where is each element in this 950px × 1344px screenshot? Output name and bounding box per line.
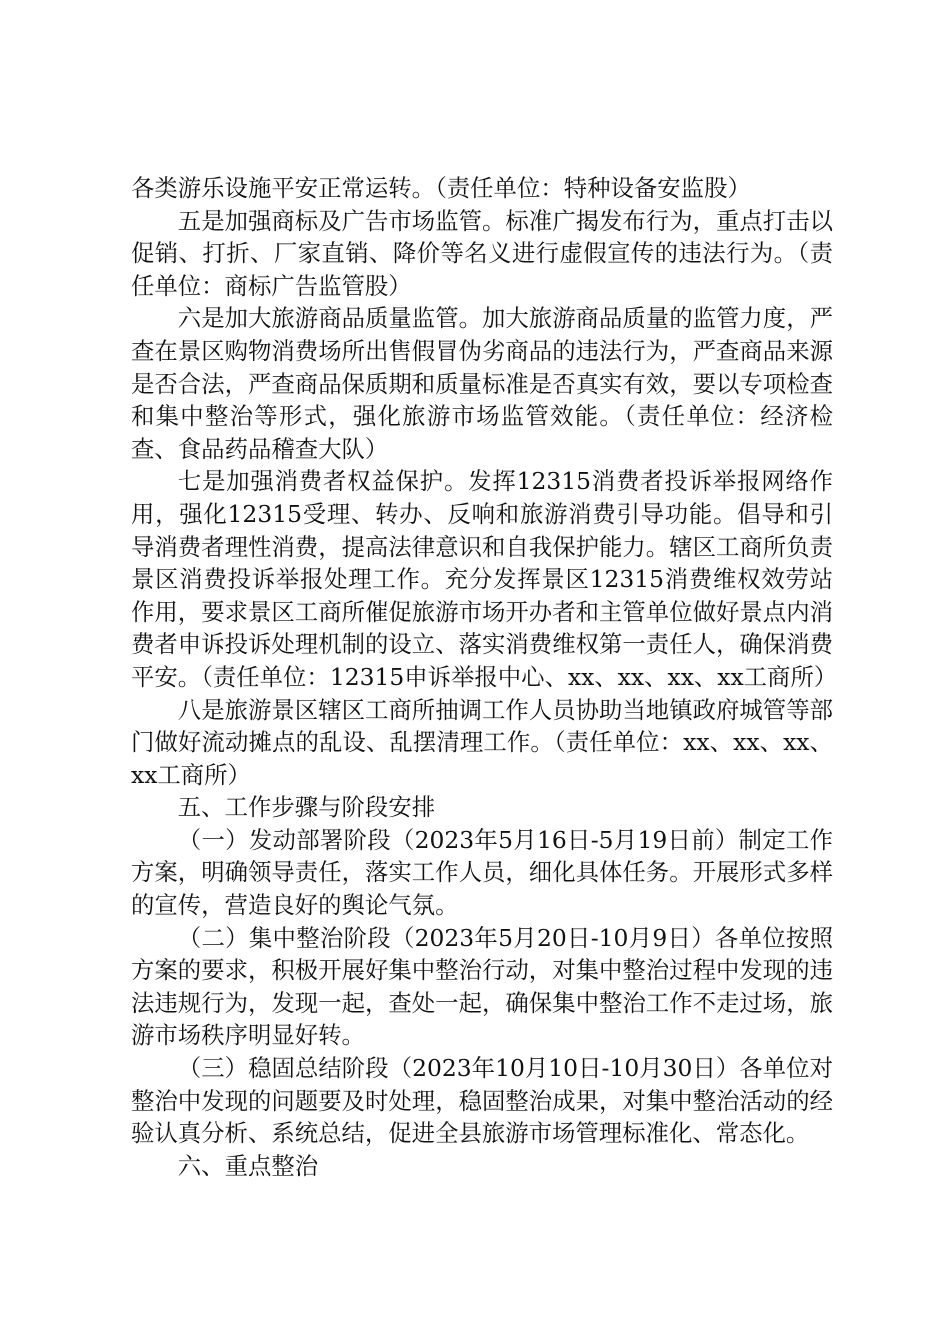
paragraph-stage-3: （三）稳固总结阶段（2023年10月10日-10月30日）各单位对整治中发现的问题要及时处理，稳固整治成果，对集中整治活动的经验认真分析、系统总结，促进全县旅游市场管理标准化、常态化。 [131,1054,833,1148]
paragraph-item-7: 七是加强消费者权益保护。发挥12315消费者投诉举报网络作用，强化12315受理、转办、反响和旅游消费引导功能。倡导和引导消费者理性消费，提高法律意识和自我保护能力。辖区工商所负责景区消费投诉举报处理工作。充分发挥景区12315消费维权效劳站作用，要求景区工商所催促旅游市场开办者和主管单位做好景点内消费者申诉投诉处理机制的设立、落实消费维权第一责任人，确保消费平安。（责任单位：12315申诉举报中心、xx、xx、xx、xx工商所） [131,467,838,691]
paragraph-item-6: 六是加大旅游商品质量监管。加大旅游商品质量的监管力度，严查在景区购物消费场所出售假冒伪劣商品的违法行为，严查商品来源是否合法，严查商品保质期和质量标准是否真实有效，要以专项检查和集中整治等形式，强化旅游市场监管效能。（责任单位：经济检查、食品药品稽查大队） [131,304,833,463]
document-body [131,172,838,1182]
paragraph-item-5: 五是加强商标及广告市场监管。标准广揭发布行为，重点打击以促销、打折、厂家直销、降价等名义进行虚假宣传的违法行为。（责任单位：商标广告监管股） [131,206,833,300]
paragraph-continuation: 各类游乐设施平安正常运转。（责任单位：特种设备安监股） [131,174,751,202]
section-heading-6: 六、重点整治 [177,1151,319,1180]
paragraph-stage-1: （一）发动部署阶段（2023年5月16日-5月19日前）制定工作方案，明确领导责任，落实工作人员，细化具体任务。开展形式多样的宣传，营造良好的舆论气氛。 [131,825,833,920]
paragraph-item-8: 八是旅游景区辖区工商所抽调工作人员协助当地镇政府城管等部门做好流动摊点的乱设、乱摆清理工作。（责任单位：xx、xx、xx、xx工商所） [131,695,833,789]
paragraph-stage-2: （二）集中整治阶段（2023年5月20日-10月9日）各单位按照方案的要求，积极开展好集中整治行动，对集中整治过程中发现的违法违规行为，发现一起，查处一起，确保集中整治工作不走过场，旅游市场秩序明显好转。 [131,923,833,1050]
section-heading-5: 五、工作步骤与阶段安排 [177,793,436,822]
